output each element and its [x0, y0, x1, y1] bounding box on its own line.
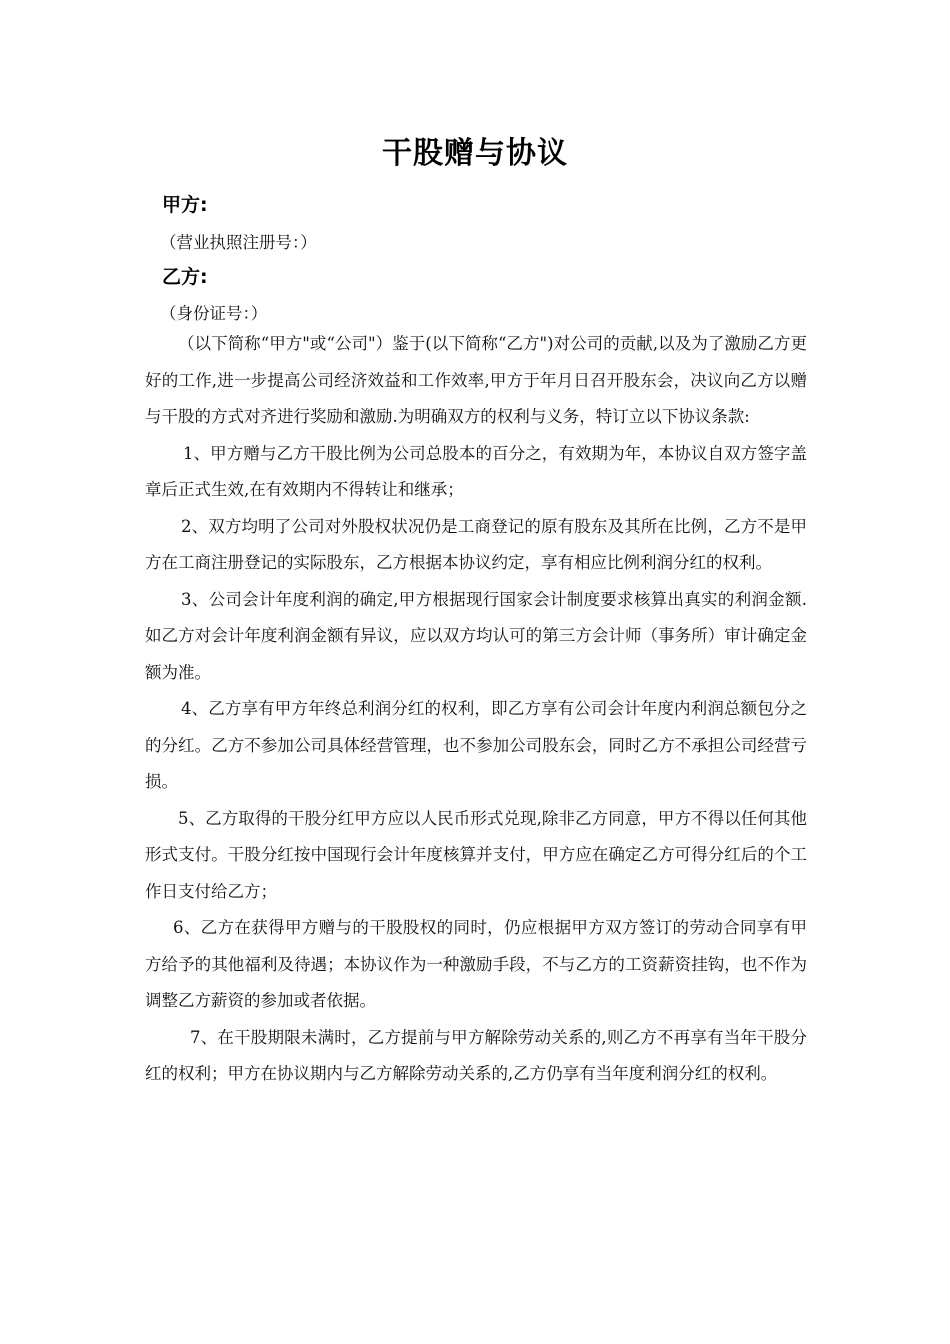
- clause-paragraph: 2、双方均明了公司对外股权状况仍是工商登记的原有股东及其所在比例，乙方不是甲方在工商注册登记的实际股东，乙方根据本协议约定，享有相应比例利润分红的权利。: [145, 516, 807, 572]
- clause-paragraph: 3、公司会计年度利润的确定,甲方根据现行国家会计制度要求核算出真实的利润金额.如乙方对会计年度利润金额有异议，应以双方均认可的第三方会计师（事务所）审计确定金额为准。: [145, 589, 807, 682]
- preamble-paragraph: （以下简称“甲方"或“公司"）鉴于(以下简称“乙方")对公司的贡献,以及为了激励乙方更好的工作,进一步提高公司经济效益和工作效率,甲方于年月日召开股东会，决议向乙方以赠与干股的方式对齐进行奖励和激励.为明确双方的权利与义务，特订立以下协议条款:: [145, 334, 807, 426]
- clause-paragraph: 4、乙方享有甲方年终总利润分红的权利，即乙方享有公司会计年度内利润总额包分之的分红。乙方不参加公司具体经营管理，也不参加公司股东会，同时乙方不承担公司经营亏损。: [145, 699, 807, 791]
- clause-paragraph: 5、乙方取得的干股分红甲方应以人民币形式兑现,除非乙方同意，甲方不得以任何其他形式支付。干股分红按中国现行会计年度核算并支付，甲方应在确定乙方可得分红后的个工作日支付给乙方；: [145, 808, 807, 901]
- clause-paragraph: 7、在干股期限未满时，乙方提前与甲方解除劳动关系的,则乙方不再享有当年干股分红的权利；甲方在协议期内与乙方解除劳动关系的,乙方仍享有当年度利润分红的权利。: [145, 1027, 807, 1083]
- party-b-id-note: （身份证号：）: [160, 304, 268, 323]
- document-title: 干股赠与协议: [382, 136, 568, 171]
- agreement-body: [145, 326, 807, 1093]
- clause-paragraph: 6、乙方在获得甲方赠与的干股股权的同时，仍应根据甲方双方签订的劳动合同享有甲方给予的其他福利及待遇；本协议作为一种激励手段，不与乙方的工资薪资挂钩，也不作为调整乙方薪资的参加或者依据。: [145, 918, 807, 1010]
- party-b-label: 乙方:: [162, 266, 208, 288]
- party-a-registration-note: （营业执照注册号：）: [160, 233, 317, 252]
- clause-paragraph: 1、甲方赠与乙方干股比例为公司总股本的百分之，有效期为年，本协议自双方签字盖章后正式生效,在有效期内不得转让和继承；: [145, 443, 807, 499]
- party-a-label: 甲方:: [162, 194, 208, 216]
